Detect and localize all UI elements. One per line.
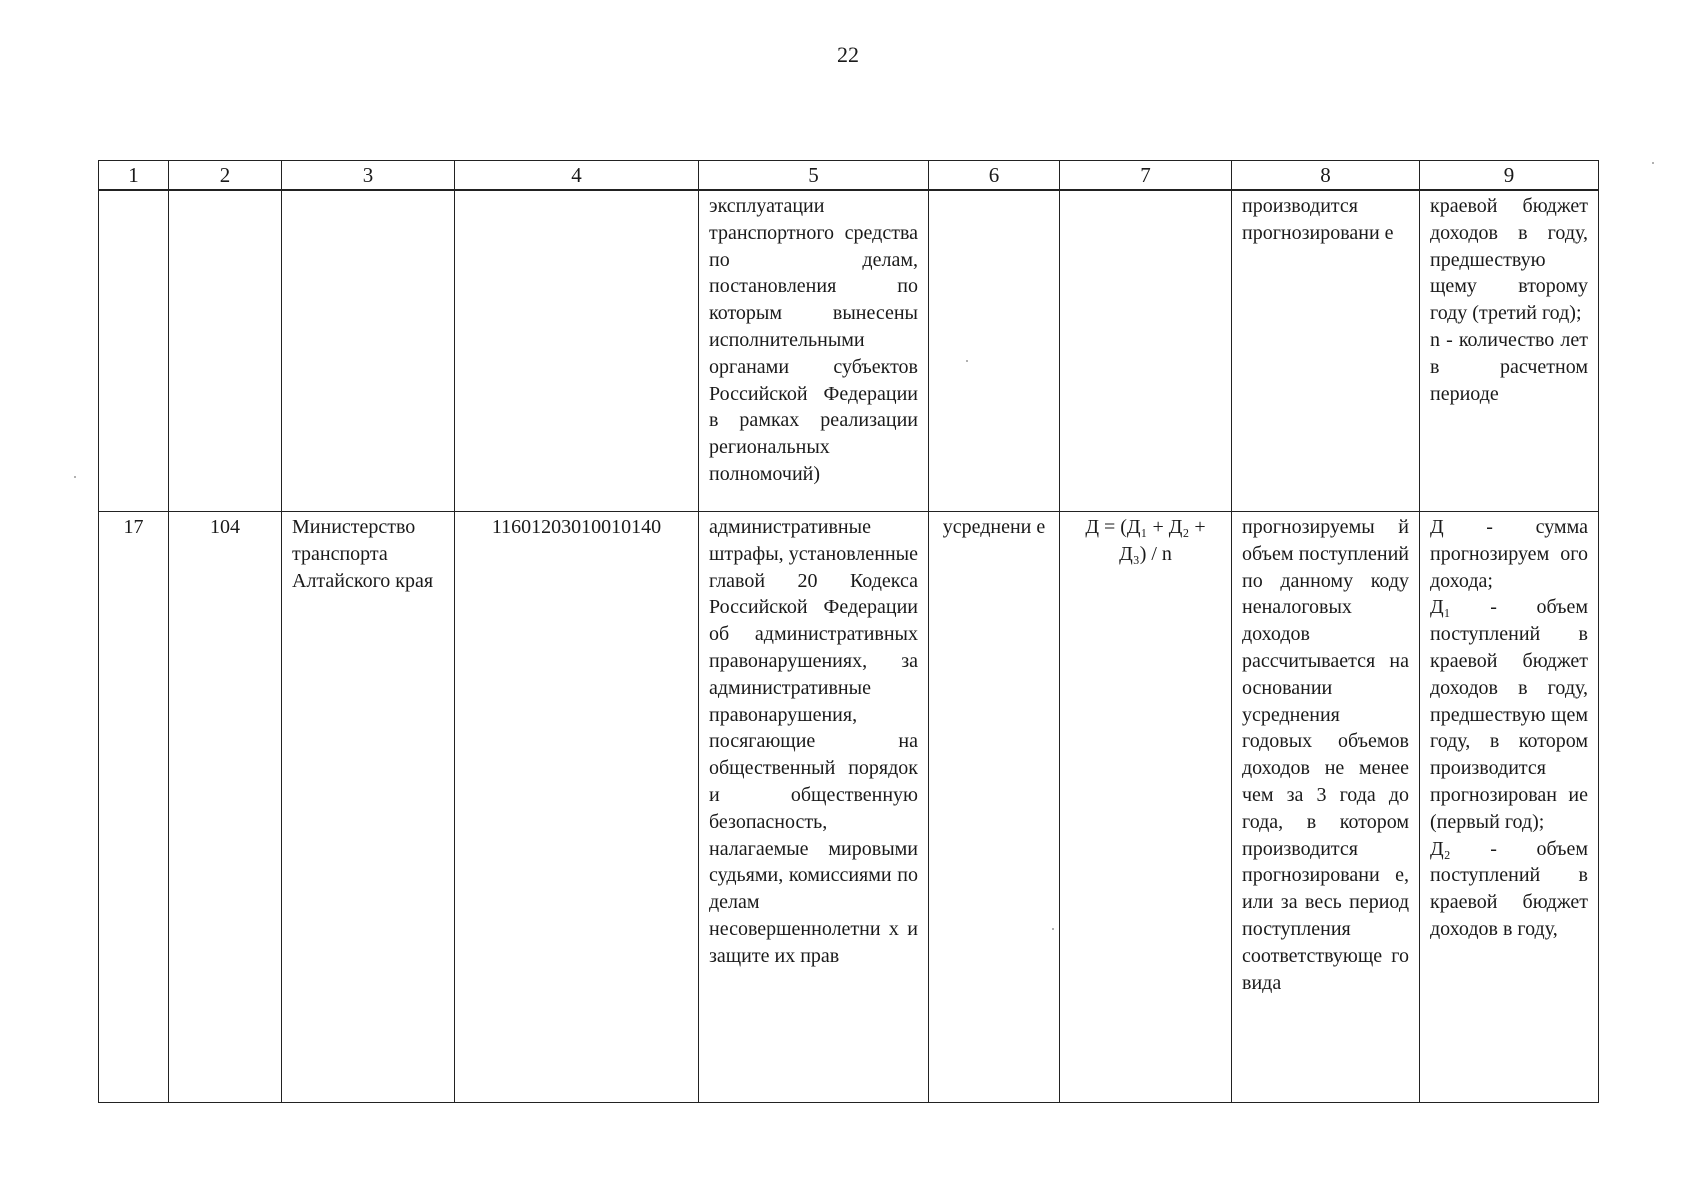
cell-administrator [282,512,455,1103]
cell-revenue-name [699,512,929,1103]
cell-text: Д = (Д₁ + Д₂ + Д₃) / n [1085,516,1206,565]
cell-method [929,512,1060,1103]
scan-speck [1652,162,1654,164]
cell-revenue-name [699,190,929,512]
cell-text: 11601203010010140 [491,516,662,538]
cell-text: Министерство транспорта Алтайского края [292,516,434,592]
scan-speck [74,476,76,478]
column-number-row [99,161,1599,191]
cell-text [282,191,454,193]
column-header: 7 [1060,161,1232,191]
cell-text: производится прогнозировани е [1242,195,1394,244]
table-row [99,512,1599,1103]
cell-indicators [1420,190,1599,512]
cell-number [99,512,169,1103]
cell-revenue-code [455,190,699,512]
cell-method [929,190,1060,512]
table-row-continued [99,190,1599,512]
cell-text: усреднени е [942,516,1046,538]
column-header: 4 [455,161,699,191]
cell-indicators [1420,512,1599,1103]
cell-admin-code [169,190,282,512]
cell-text [1060,191,1231,193]
column-header: 8 [1232,161,1420,191]
revenue-forecast-table [98,160,1599,1103]
cell-text: прогнозируемы й объем поступлений по данному коду неналоговых доходов рассчитывается на основании усреднения годовых объемов доходов не менее чем за 3 года до года, в котором производится прогнозировани е, или за весь период поступления соответствующе го вида [1242,516,1409,994]
cell-formula [1060,190,1232,512]
cell-administrator [282,190,455,512]
cell-text: Д - сумма прогнозируем ого дохода; Д₁ - объем поступлений в краевой бюджет доходов в году, предшествую щем году, в котором производится прогнозирован ие (первый год); Д₂ - объем поступлений в краевой бюджет доходов в году, [1430,516,1588,940]
scan-speck [966,360,968,362]
cell-text [455,191,698,193]
cell-text [169,191,281,193]
cell-text: краевой бюджет доходов в году, предшествую щему второму году (третий год); n - количество лет в расчетном периоде [1430,195,1588,405]
cell-text [929,191,1059,193]
page-number: 22 [837,42,859,67]
cell-algorithm [1232,512,1420,1103]
cell-algorithm [1232,190,1420,512]
column-header: 9 [1420,161,1599,191]
cell-revenue-code [455,512,699,1103]
cell-formula [1060,512,1232,1103]
cell-text: эксплуатации транспортного средства по делам, постановления по которым вынесены исполнительными органами субъектов Российской Федерации в рамках реализации региональных полномочий) [709,195,918,485]
column-header: 2 [169,161,282,191]
column-header: 3 [282,161,455,191]
scan-speck [1052,928,1054,930]
cell-text: 104 [210,516,240,538]
cell-text [99,191,168,193]
cell-number [99,190,169,512]
cell-text: 17 [123,516,144,538]
cell-admin-code [169,512,282,1103]
column-header: 6 [929,161,1060,191]
column-header: 5 [699,161,929,191]
cell-text: административные штрафы, установленные главой 20 Кодекса Российской Федерации об административных правонарушениях, за административные правонарушения, посягающие на общественный порядок и общественную безопасность, налагаемые мировыми судьями, комиссиями по делам несовершеннолетни х и защите их прав [709,516,918,967]
column-header: 1 [99,161,169,191]
